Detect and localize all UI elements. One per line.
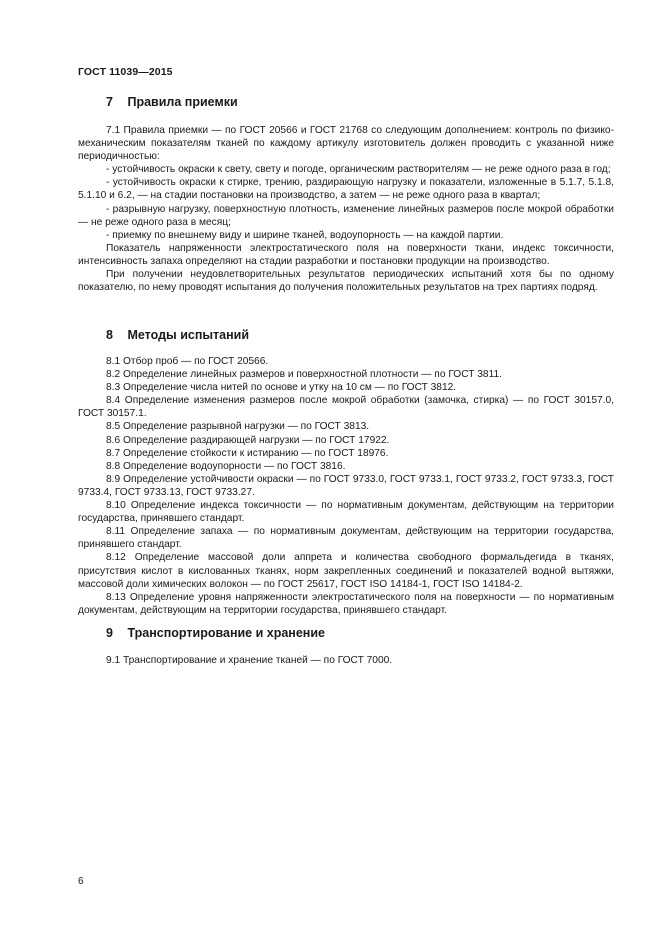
section-9-title — [106, 626, 325, 640]
paragraph: 8.2 Определение линейных размеров и поверхностной плотности — по ГОСТ 3811. — [106, 369, 502, 381]
paragraph: 8.5 Определение разрывной нагрузки — по ГОСТ 3813. — [106, 421, 370, 433]
paragraph: 8.9 Определение устойчивости окраски — по ГОСТ 9733.0, ГОСТ 9733.1, ГОСТ 9733.2, ГОСТ 9733.3, ГОСТ 9733.4, ГОСТ 9733.13, ГОСТ 9733.27. — [78, 473, 614, 498]
paragraph: 8.3 Определение числа нитей по основе и утку на 10 см — по ГОСТ 3812. — [106, 382, 457, 394]
section-number: 9 — [106, 626, 113, 640]
paragraph: Показатель напряженности электростатического поля на поверхности ткани, индекс токсичности, интенсивность запаха определяют на стадии разработки и постановки продукции на производство. — [78, 242, 614, 267]
list-item: - устойчивость окраски к стирке, трению, раздирающую нагрузку и показатели, изложенные в 5.1.7, 5.1.8, 5.1.10 и 6.2, — на стадии постановки на производство, а затем — не реже одного раза в квартал; — [78, 177, 614, 202]
paragraph: 8.10 Определение индекса токсичности — по нормативным документам, действующим на территории государства, принявшего стандарт. — [78, 500, 614, 525]
section-heading: Транспортирование и хранение — [127, 626, 325, 640]
paragraph: При получении неудовлетворительных результатов периодических испытаний хотя бы по одному показателю, по нему проводят испытания до получения положительных результатов на трех партиях подряд. — [78, 269, 614, 294]
paragraph: 8.8 Определение водоупорности — по ГОСТ 3816. — [106, 460, 346, 472]
page-number: 6 — [78, 876, 84, 887]
section-heading: Методы испытаний — [127, 328, 250, 342]
paragraph: 8.4 Определение изменения размеров после мокрой обработки (замочка, стирка) — по ГОСТ 30157.0, ГОСТ 30157.1. — [78, 395, 614, 420]
section-number: 8 — [106, 328, 113, 342]
section-7-body — [78, 124, 614, 294]
section-heading: Правила приемки — [127, 95, 238, 109]
document-header: ГОСТ 11039—2015 — [78, 66, 173, 78]
section-8-title — [106, 328, 249, 342]
paragraph: 8.7 Определение стойкости к истиранию — по ГОСТ 18976. — [106, 447, 389, 459]
list-item: - устойчивость окраски к свету, свету и погоде, органическим растворителям — не реже одного раза в год; — [106, 164, 611, 176]
paragraph: 8.13 Определение уровня напряженности электростатического поля на поверхности — по нормативным документам, действующим на территории государства, принявшего стандарт. — [78, 591, 614, 616]
paragraph: 8.1 Отбор проб — по ГОСТ 20566. — [106, 356, 269, 367]
paragraph: 8.11 Определение запаха — по нормативным документам, действующим на территории государства, принявшего стандарт. — [78, 526, 614, 551]
paragraph: 8.6 Определение раздирающей нагрузки — по ГОСТ 17922. — [106, 434, 390, 446]
paragraph: 9.1 Транспортирование и хранение тканей — по ГОСТ 7000. — [106, 655, 393, 666]
section-8-body — [78, 355, 614, 617]
paragraph: 8.12 Определение массовой доли аппрета и количества свободного формальдегида в тканях, присутствия кислот в кислованных тканях, норм закрепленных соединений и показателей водной вытяжки, массовой доли химических волокон — по ГОСТ 25617, ГОСТ ISO 14184-1, ГОСТ ISO 14184-2. — [78, 552, 614, 590]
list-item: - разрывную нагрузку, поверхностную плотность, изменение линейных размеров после мокрой обработки — не реже одного раза в месяц; — [78, 203, 614, 228]
section-9-body — [78, 654, 614, 667]
list-item: - приемку по внешнему виду и ширине тканей, водоупорность — на каждой партии. — [106, 229, 504, 241]
section-number: 7 — [106, 95, 113, 109]
section-7-title — [106, 95, 238, 109]
paragraph: 7.1 Правила приемки — по ГОСТ 20566 и ГОСТ 21768 со следующим дополнением: контроль по физико-механическим показателям тканей по каждому артикулу изготовитель должен проводить с указанной ниже периодичностью: — [78, 125, 614, 163]
